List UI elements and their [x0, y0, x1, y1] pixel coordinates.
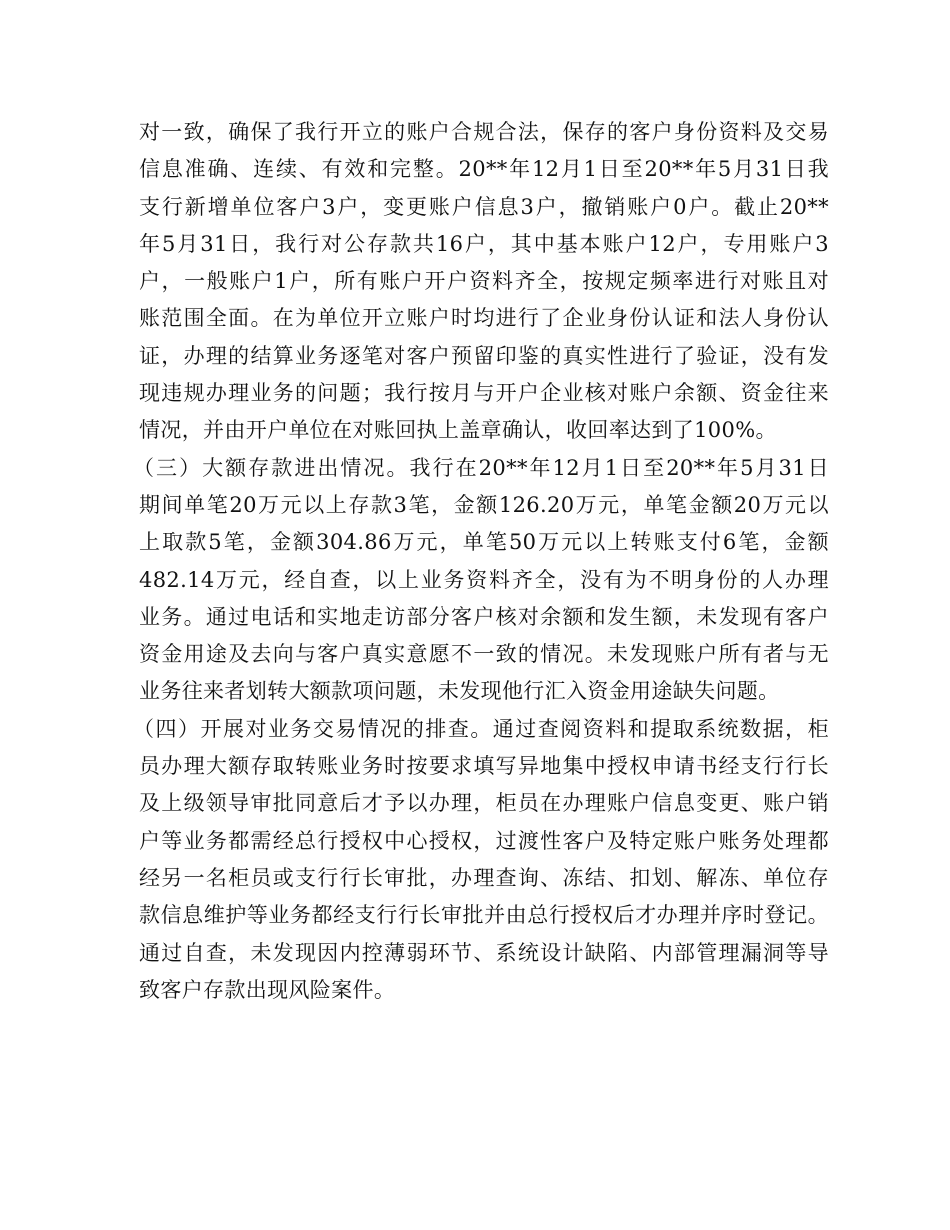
text-line: 年5月31日，我行对公存款共16户，其中基本账户12户，专用账户3 — [139, 231, 829, 256]
text-line: 信息准确、连续、有效和完整。20**年12月1日至20**年5月31日我 — [139, 157, 829, 182]
text-line: 支行新增单位客户3户，变更账户信息3户，撤销账户0户。截止20** — [139, 194, 829, 219]
text-line: 资金用途及去向与客户真实意愿不一致的情况。未发现账户所有者与无 — [139, 642, 829, 667]
text-line: 及上级领导审批同意后才予以办理，柜员在办理账户信息变更、账户销 — [139, 791, 829, 816]
text-line: 账范围全面。在为单位开立账户时均进行了企业身份认证和法人身份认 — [139, 306, 829, 331]
text-line: 情况，并由开户单位在对账回执上盖章确认，收回率达到了100%。 — [139, 418, 777, 443]
text-line: 通过自查，未发现因内控薄弱环节、系统设计缺陷、内部管理漏洞等导 — [139, 940, 829, 965]
text-line: 致客户存款出现风险案件。 — [139, 977, 396, 1002]
body-text — [133, 114, 829, 1009]
text-line: 482.14万元，经自查，以上业务资料齐全，没有为不明身份的人办理 — [139, 567, 829, 592]
text-line: 证，办理的结算业务逐笔对客户预留印鉴的真实性进行了验证，没有发 — [139, 343, 829, 368]
text-line: 现违规办理业务的问题；我行按月与开户企业核对账户余额、资金往来 — [139, 381, 829, 406]
text-line: 户等业务都需经总行授权中心授权，过渡性客户及特定账户账务处理都 — [139, 828, 829, 853]
text-line: 款信息维护等业务都经支行行长审批并由总行授权后才办理并序时登记。 — [139, 903, 829, 928]
section-heading-line: （三）大额存款进出情况。我行在20**年12月1日至20**年5月31日 — [133, 455, 829, 480]
text-line: 户，一般账户1户，所有账户开户资料齐全，按规定频率进行对账且对 — [139, 269, 829, 294]
text-line: 期间单笔20万元以上存款3笔，金额126.20万元，单笔金额20万元以 — [139, 492, 829, 517]
text-line: 业务。通过电话和实地走访部分客户核对余额和发生额，未发现有客户 — [139, 604, 829, 629]
section-heading-line: （四）开展对业务交易情况的排查。通过查阅资料和提取系统数据，柜 — [133, 716, 829, 741]
text-line: 员办理大额存取转账业务时按要求填写异地集中授权申请书经支行行长 — [139, 754, 829, 779]
text-line: 对一致，确保了我行开立的账户合规合法，保存的客户身份资料及交易 — [139, 120, 829, 144]
text-line: 业务往来者划转大额款项问题，未发现他行汇入资金用途缺失问题。 — [139, 679, 780, 704]
text-line: 上取款5笔，金额304.86万元，单笔50万元以上转账支付6笔，金额 — [139, 530, 829, 555]
text-line: 经另一名柜员或支行行长审批，办理查询、冻结、扣划、解冻、单位存 — [139, 865, 829, 890]
